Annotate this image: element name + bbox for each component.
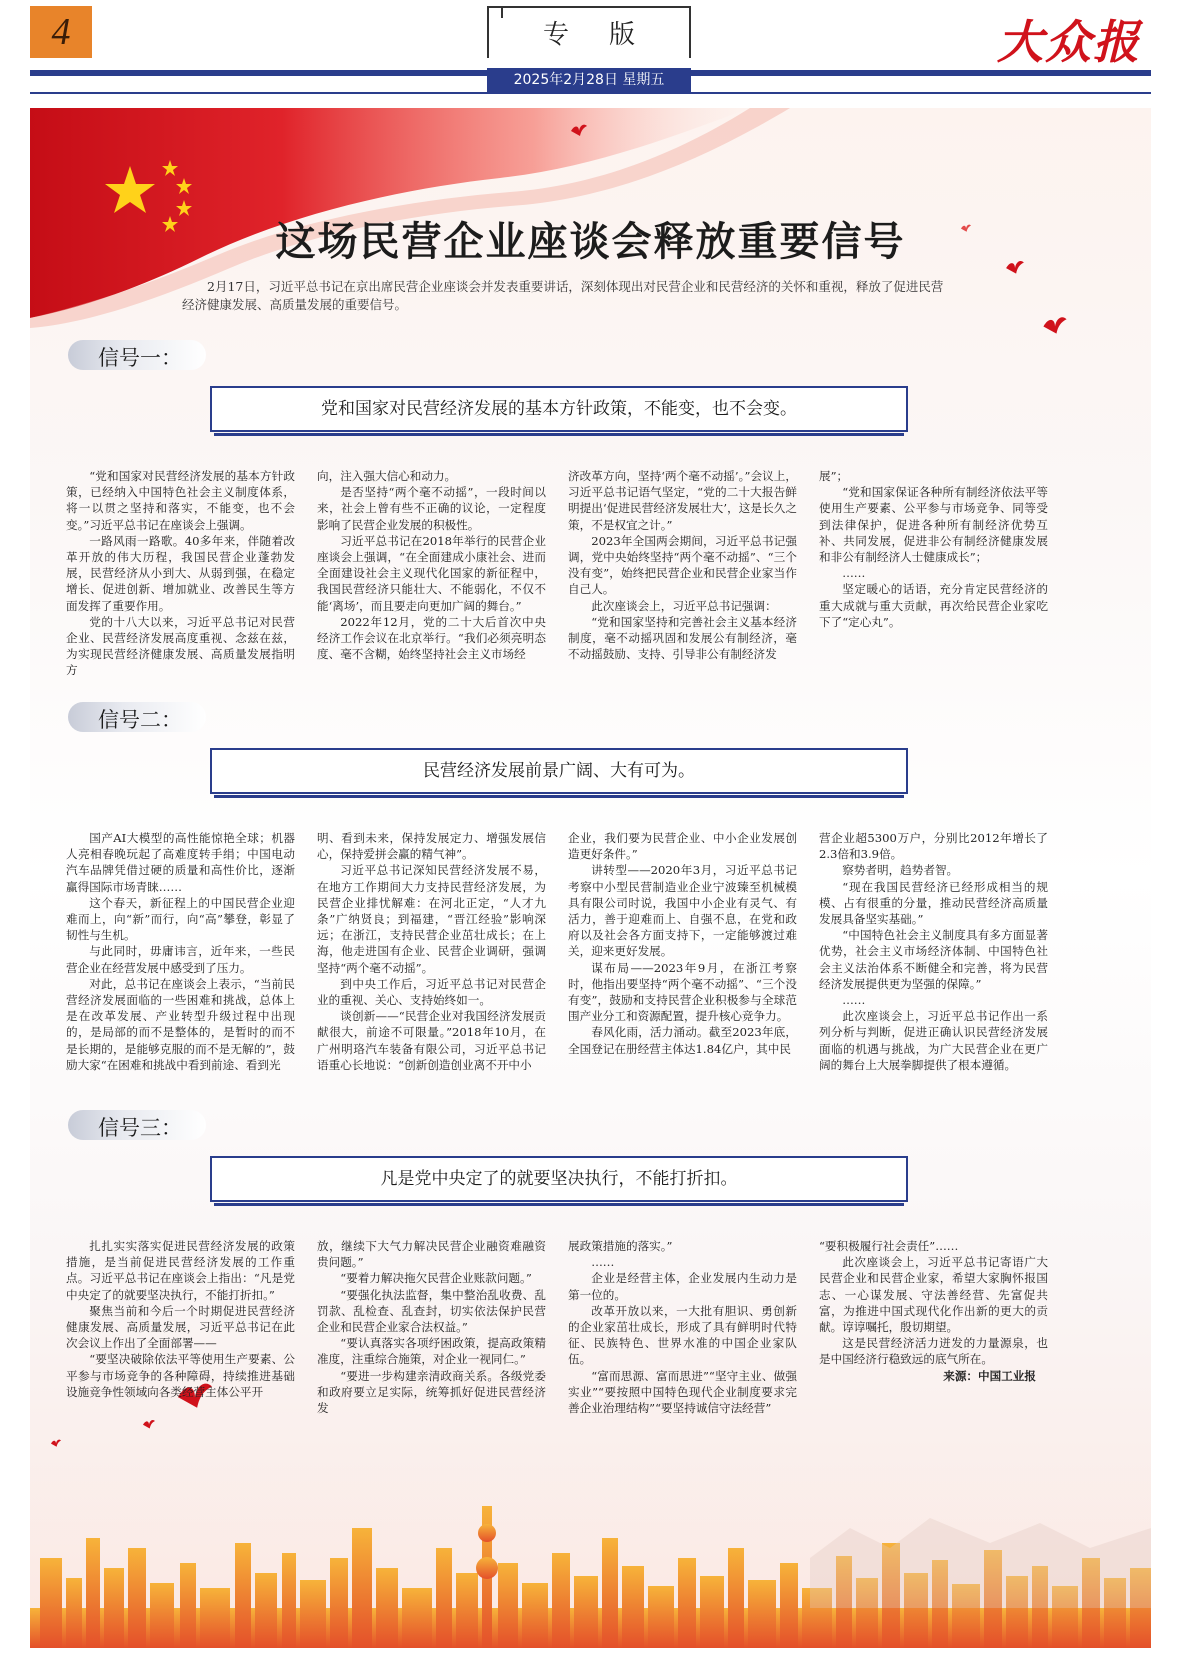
signal-title-box: 凡是党中央定了的就要坚决执行，不能打折扣。 xyxy=(210,1156,908,1202)
signal-tag xyxy=(68,340,206,370)
paragraph: 向，注入强大信心和动力。 xyxy=(317,469,457,483)
article-source: 来源：中国工业报 xyxy=(943,1368,1036,1383)
paragraph: 这是民营经济活力迸发的力量源泉，也是中国经济行稳致远的底气所在。 xyxy=(819,1336,1048,1367)
paragraph: “党和国家坚持和完善社会主义基本经济制度，毫不动摇巩固和发展公有制经济，毫不动摇鼓励、支持、引导非公有制经济发 xyxy=(568,614,797,662)
signal-tag xyxy=(68,702,206,732)
paragraph: 聚焦当前和今后一个时期促进民营经济健康发展、高质量发展，习近平总书记在此次会议上作出了全面部署—— xyxy=(66,1303,295,1351)
paragraph: “富而思源、富而思进”“坚守主业、做强实业”“要按照中国特色现代企业制度要求完善企业治理结构”“要坚持诚信守法经营” xyxy=(568,1368,797,1416)
text-column xyxy=(819,830,1048,1073)
text-column xyxy=(819,468,1048,679)
text-column xyxy=(819,1238,1048,1416)
page-number: 4 xyxy=(30,6,92,58)
signal-tag-label: 信号二： xyxy=(98,708,182,732)
signal-title-box: 党和国家对民营经济发展的基本方针政策，不能变，也不会变。 xyxy=(210,386,908,432)
bird-icon xyxy=(1042,313,1068,337)
article-headline: 这场民营企业座谈会释放重要信号 xyxy=(275,219,906,265)
paragraph: 讲转型——2020年3月，习近平总书记考察中小型民营制造业企业宁波臻至机械模具有限公司时说，我国中小企业有灵气、有活力，善于迎难而上、自强不息，在党和政府以及社会各方面支持下，一定能够渡过难关，迎来更好发展。 xyxy=(568,863,797,959)
bird-icon xyxy=(570,122,588,138)
paragraph: 国产AI大模型的高性能惊艳全球；机器人亮相春晚玩起了高难度转手绢；中国电动汽车品牌凭借过硬的质量和高性价比，逐渐赢得国际市场青睐…… xyxy=(66,831,295,894)
paragraph: 春风化雨，活力涌动。截至2023年底，全国登记在册经营主体达1.84亿户，其中民 xyxy=(568,1025,797,1056)
paragraph: …… xyxy=(842,566,866,581)
header-rule-thin xyxy=(30,92,1151,94)
signal-body xyxy=(66,830,1051,1073)
paragraph: “要着力解决拖欠民营企业账款问题。” xyxy=(340,1271,532,1286)
signal-tag-label: 信号一： xyxy=(98,346,182,370)
signal-tag-label: 信号三： xyxy=(98,1116,182,1140)
paragraph: 2023年全国两会期间，习近平总书记强调，党中央始终坚持“两个毫不动摇”、“三个没有变”，始终把民营企业和民营企业家当作自己人。 xyxy=(568,533,797,597)
paragraph: “党和国家对民营经济发展的基本方针政策，已经纳入中国特色社会主义制度体系，将一以贯之坚持和落实，不能变，也不会变。”习近平总书记在座谈会上强调。 xyxy=(66,469,295,532)
section-label: 专版 xyxy=(542,20,675,50)
signal-title-box: 民营经济发展前景广阔、大有可为。 xyxy=(210,748,908,794)
text-column xyxy=(317,830,546,1073)
paragraph: 展政策措施的落实。” xyxy=(568,1239,673,1253)
signal-body xyxy=(66,1238,1051,1416)
paragraph: 坚定暖心的话语，充分肯定民营经济的重大成就与重大贡献，再次给民营企业家吃下了“定心丸”。 xyxy=(819,582,1048,629)
masthead-logo: 大众报 xyxy=(997,15,1141,69)
paragraph: “要认真落实各项纾困政策，提高政策精准度，注重综合施策，对企业一视同仁。” xyxy=(317,1336,546,1367)
paragraph: 营企业超5300万户，分别比2012年增长了2.3倍和3.9倍。 xyxy=(819,831,1048,862)
paragraph: 是否坚持“两个毫不动摇”，一段时间以来，社会上曾有些不正确的议论，一定程度影响了民营企业发展的积极性。 xyxy=(317,485,546,532)
paragraph: 此次座谈会上，习近平总书记寄语广大民营企业和民营企业家，希望大家胸怀报国志、一心谋发展、守法善经营、先富促共富，为推进中国式现代化作出新的更大的贡献。谆谆嘱托，殷切期望。 xyxy=(819,1255,1048,1335)
paragraph: “中国特色社会主义制度具有多方面显著优势，社会主义市场经济体制、中国特色社会主义法治体系不断健全和完善，将为民营经济发展提供更为坚强的保障。” xyxy=(819,928,1048,991)
text-column xyxy=(317,468,546,679)
signal-tag xyxy=(68,1110,206,1140)
text-column xyxy=(568,1238,797,1416)
paragraph: 企业，我们要为民营企业、中小企业发展创造更好条件。” xyxy=(568,831,797,862)
issue-date: 2025年2月28日 星期五 xyxy=(487,68,691,92)
paragraph: 明、看到未来，保持发展定力、增强发展信心，保持爱拼会赢的精气神”。 xyxy=(317,831,546,862)
paragraph: 此次座谈会上，习近平总书记作出一系列分析与判断，促进正确认识民营经济发展面临的机遇与挑战，为广大民营企业在更广阔的舞台上大展拳脚提供了根本遵循。 xyxy=(819,1009,1048,1072)
paragraph: “要积极履行社会责任”…… xyxy=(819,1239,959,1253)
text-column xyxy=(568,468,797,679)
paragraph: 一路风雨一路歌。40多年来，伴随着改革开放的伟大历程，我国民营企业蓬勃发展，民营经济从小到大、从弱到强，在稳定增长、促进创新、增加就业、改善民生等方面发挥了重要作用。 xyxy=(66,533,295,613)
text-column xyxy=(317,1238,546,1416)
paragraph: 这个春天，新征程上的中国民营企业迎难而上，向“新”而行，向“高”攀登，彰显了韧性与生机。 xyxy=(66,895,295,943)
paragraph: 对此，总书记在座谈会上表示，“当前民营经济发展面临的一些困难和挑战，总体上是在改革发展、产业转型升级过程中出现的，是局部的而不是整体的，是暂时的而不是长期的，是能够克服的而不是无解的”，鼓励大家“在困难和挑战中看到前途、看到光 xyxy=(66,976,295,1072)
paragraph: …… xyxy=(591,1255,615,1270)
text-column xyxy=(66,468,295,679)
article-lead: 2月17日，习近平总书记在京出席民营企业座谈会并发表重要讲话，深刻体现出对民营企业和民营经济的关怀和重视，释放了促进民营经济健康发展、高质量发展的重要信号。 xyxy=(182,279,944,312)
paragraph: “要进一步构建亲清政商关系。各级党委和政府要立足实际，统筹抓好促进民营经济发 xyxy=(317,1368,546,1416)
signal-body xyxy=(66,468,1051,679)
paragraph: 习近平总书记在2018年举行的民营企业座谈会上强调，“在全面建成小康社会、进而全面建设社会主义现代化国家的新征程中，我国民营经济只能壮大、不能弱化，不仅不能‘离场’，而且要走向更加广阔的舞台。” xyxy=(317,533,546,613)
paragraph: 企业是经营主体，企业发展内生动力是第一位的。 xyxy=(568,1271,797,1302)
paragraph: 此次座谈会上，习近平总书记强调： xyxy=(591,598,777,613)
paragraph: 展”； xyxy=(819,469,849,483)
text-column xyxy=(568,830,797,1073)
paragraph: 放，继续下大气力解决民营企业融资难融资贵问题。” xyxy=(317,1239,546,1270)
text-column xyxy=(66,830,295,1073)
paragraph: “要强化执法监督，集中整治乱收费、乱罚款、乱检查、乱查封，切实依法保护民营企业和民营企业家合法权益。” xyxy=(317,1287,546,1335)
bird-icon xyxy=(50,1438,62,1448)
article-panel xyxy=(30,108,1151,1648)
paragraph: “党和国家保证各种所有制经济依法平等使用生产要素、公平参与市场竞争、同等受到法律保护，促进各种所有制经济优势互补、共同发展，促进非公有制经济健康发展和非公有制经济人士健康成长”； xyxy=(819,485,1048,565)
paragraph: “现在我国民营经济已经形成相当的规模、占有很重的分量，推动民营经济高质量发展具备坚实基础。” xyxy=(819,879,1048,927)
paragraph: …… xyxy=(842,993,866,1008)
paragraph: 党的十八大以来，习近平总书记对民营企业、民营经济发展高度重视、念兹在兹，为实现民营经济健康发展、高质量发展指明方 xyxy=(66,614,295,678)
paragraph: “要坚决破除依法平等使用生产要素、公平参与市场竞争的各种障碍，持续推进基础设施竞争性领域向各类经营主体公平开 xyxy=(66,1352,295,1399)
paragraph: 扎扎实实落实促进民营经济发展的政策措施，是当前促进民营经济发展的工作重点。习近平总书记在座谈会上指出：“凡是党中央定了的就要坚决执行，不能打折扣。” xyxy=(66,1239,295,1302)
bird-icon xyxy=(142,1418,156,1430)
paragraph: 到中央工作后，习近平总书记对民营企业的重视、关心、支持始终如一。 xyxy=(317,976,546,1008)
city-skyline-image xyxy=(30,1488,1151,1648)
paragraph: 济改革方向，坚持‘两个毫不动摇’。”会议上，习近平总书记语气坚定，“党的二十大报告鲜明提出‘促进民营经济发展壮大’，这是长久之策，不是权宜之计。” xyxy=(568,469,797,532)
paragraph: 改革开放以来，一大批有胆识、勇创新的企业家茁壮成长，形成了具有鲜明时代特征、民族特色、世界水准的中国企业家队伍。 xyxy=(568,1303,797,1367)
paragraph: 察势者明，趋势者智。 xyxy=(842,863,959,878)
text-column xyxy=(66,1238,295,1416)
paragraph: 习近平总书记深知民营经济发展不易，在地方工作期间大力支持民营经济发展，为民营企业排忧解难：在河北正定，“人才九条”广纳贤良；到福建，“晋江经验”影响深远；在浙江，支持民营企业茁壮成长；在上海，他走进国有企业、民营企业调研，强调坚持“两个毫不动摇”。 xyxy=(317,863,546,975)
paragraph: 2022年12月，党的二十大后首次中央经济工作会议在北京举行。“我们必须亮明态度、毫不含糊，始终坚持社会主义市场经 xyxy=(317,614,546,662)
paragraph: 谈创新——“民营企业对我国经济发展贡献很大，前途不可限量。”2018年10月，在广州明珞汽车装备有限公司，习近平总书记语重心长地说：“创新创造创业离不开中小 xyxy=(317,1009,546,1072)
section-label-box xyxy=(487,6,691,58)
paragraph: 与此同时，毋庸讳言，近年来，一些民营企业在经营发展中感受到了压力。 xyxy=(66,944,295,975)
paragraph: 谋布局——2023年9月，在浙江考察时，他指出要坚持“两个毫不动摇”、“三个没有变”，鼓励和支持民营企业积极参与全球范围产业分工和资源配置，提升核心竞争力。 xyxy=(568,960,797,1024)
